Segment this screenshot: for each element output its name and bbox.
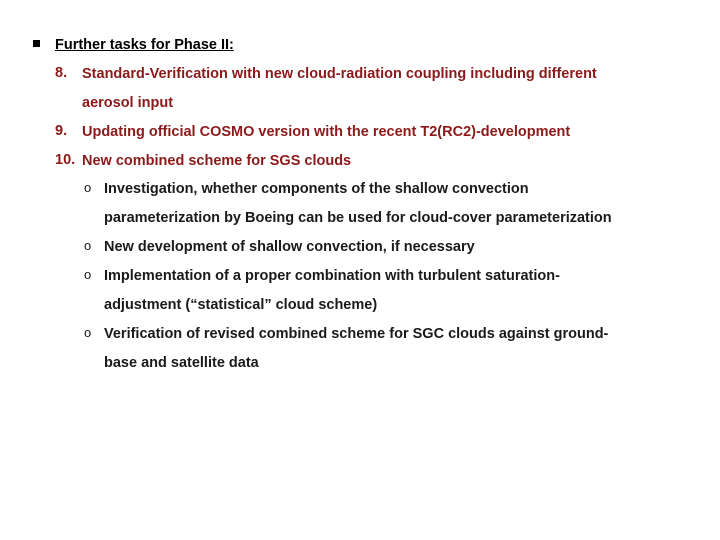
- list-item-text: aerosol input: [82, 95, 174, 111]
- circle-bullet-icon: o: [84, 238, 92, 253]
- sub-list-item-text: Implementation of a proper combination with turbulent saturation-: [104, 268, 560, 284]
- sub-list-item-text: Verification of revised combined scheme for SGC clouds against ground-: [104, 326, 609, 342]
- circle-bullet-icon: o: [84, 267, 92, 282]
- list-number: 10.: [55, 152, 76, 168]
- sub-list-item-text: New development of shallow convection, if necessary: [104, 239, 475, 255]
- list-number: 8.: [55, 65, 68, 81]
- sub-list-item-text: base and satellite data: [104, 355, 259, 371]
- square-bullet-icon: [33, 40, 40, 47]
- sub-list-item-text: adjustment (“statistical” cloud scheme): [104, 297, 378, 313]
- circle-bullet-icon: o: [84, 180, 92, 195]
- list-item-text: Updating official COSMO version with the recent T2(RC2)-development: [82, 124, 571, 140]
- list-item-text: New combined scheme for SGS clouds: [82, 153, 352, 169]
- circle-bullet-icon: o: [84, 325, 92, 340]
- sub-list-item-text: parameterization by Boeing can be used for cloud-cover parameterization: [104, 210, 612, 226]
- sub-list-item-text: Investigation, whether components of the shallow convection: [104, 181, 529, 197]
- list-item-text: Standard-Verification with new cloud-radiation coupling including different: [82, 66, 597, 82]
- list-number: 9.: [55, 123, 68, 139]
- section-heading: Further tasks for Phase II:: [55, 37, 234, 53]
